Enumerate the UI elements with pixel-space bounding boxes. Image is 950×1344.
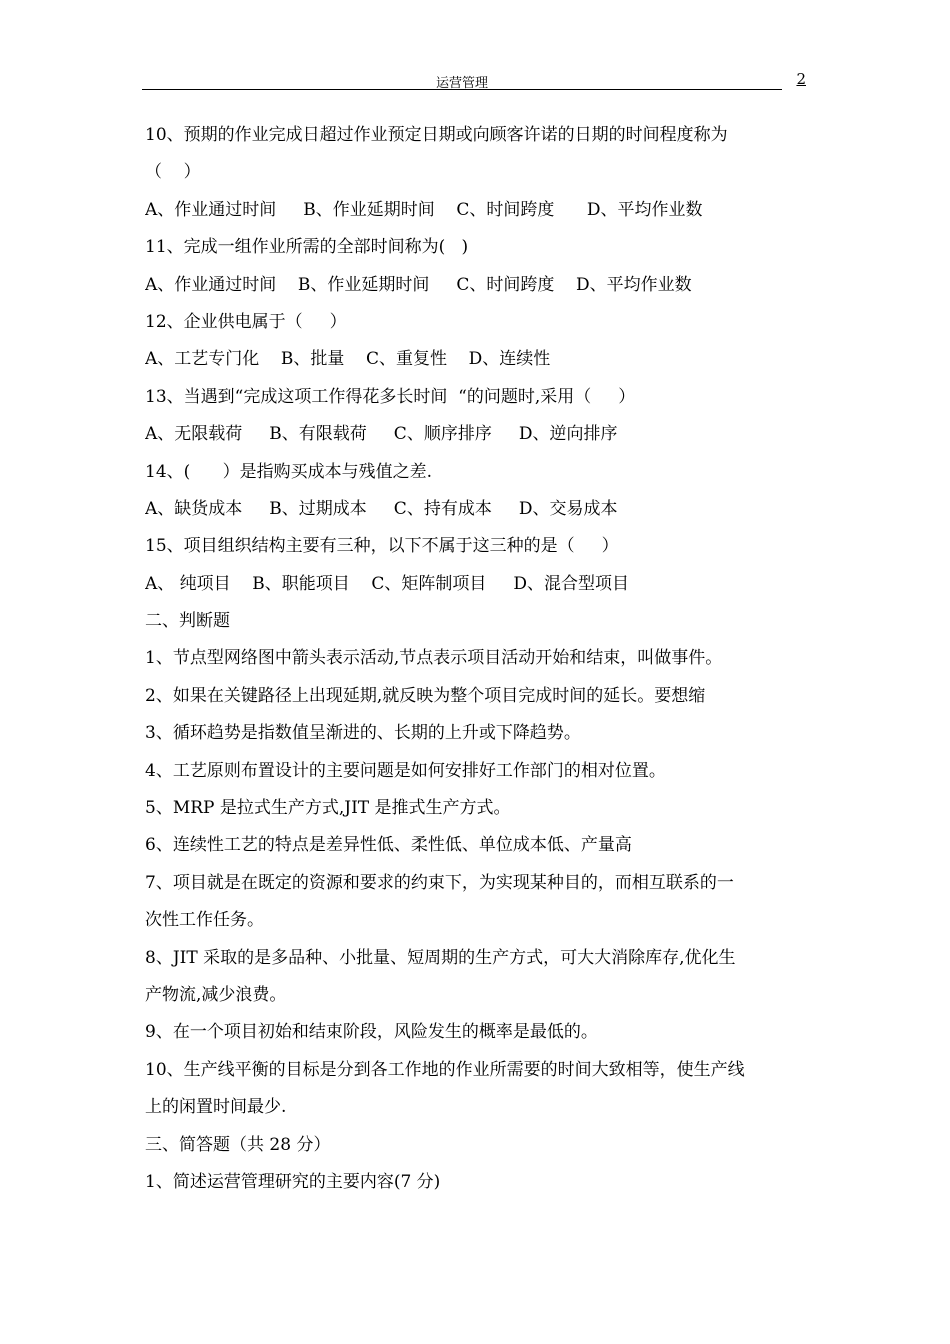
text-line: 11、完成一组作业所需的全部时间称为( ) [145,237,469,258]
document-body [145,117,810,1201]
text-line: 7、项目就是在既定的资源和要求的约束下，为实现某种目的，而相互联系的一 [145,872,734,893]
section-heading: 二、判断题 [145,611,230,632]
page-header [142,70,810,90]
text-line: A、工艺专门化 B、批量 C、重复性 D、连续性 [145,349,551,370]
text-line: 10、生产线平衡的目标是分到各工作地的作业所需要的时间大致相等，使生产线 [145,1059,745,1080]
text-line: A、作业通过时间 B、作业延期时间 C、时间跨度 D、平均作业数 [145,199,703,220]
text-line: 2、如果在关键路径上出现延期,就反映为整个项目完成时间的延长。要想缩 [145,685,706,706]
text-line: 6、连续性工艺的特点是差异性低、柔性低、单位成本低、产量高 [145,835,632,856]
text-line: A、无限载荷 B、有限载荷 C、顺序排序 D、逆向排序 [145,424,618,445]
text-line: 1、节点型网络图中箭头表示活动,节点表示项目活动开始和结束，叫做事件。 [145,648,723,669]
text-line: A、缺货成本 B、过期成本 C、持有成本 D、交易成本 [145,498,618,519]
text-line: 次性工作任务。 [145,910,264,931]
text-line: 产物流,减少浪费。 [145,984,287,1005]
page-number: 2 [796,70,806,88]
text-line: 12、企业供电属于（ ） [145,311,347,332]
section-heading: 三、简答题（共 28 分） [145,1134,331,1155]
header-title: 运营管理 [435,76,488,91]
text-line: 4、工艺原则布置设计的主要问题是如何安排好工作部门的相对位置。 [145,760,666,781]
text-line: 13、当遇到“完成这项工作得花多长时间 “的问题时,采用（ ） [145,386,636,407]
text-line: 10、预期的作业完成日超过作业预定日期或向顾客许诺的日期的时间程度称为 [145,125,728,145]
text-line: 1、简述运营管理研究的主要内容(7 分) [145,1171,441,1192]
text-line: 3、循环趋势是指数值呈渐进的、长期的上升或下降趋势。 [145,723,581,744]
text-line: 14、( ）是指购买成本与残值之差. [145,461,433,482]
text-line: （ ） [145,162,201,183]
text-line: 5、MRP 是拉式生产方式,JIT 是推式生产方式。 [145,798,511,819]
text-line: 上的闲置时间最少. [145,1097,287,1118]
text-line: 8、JIT 采取的是多品种、小批量、短周期的生产方式，可大大消除库存,优化生 [145,947,736,968]
text-line: A、 纯项目 B、职能项目 C、矩阵制项目 D、混合型项目 [145,573,630,594]
text-line: 15、项目组织结构主要有三种，以下不属于这三种的是（ ） [145,536,619,557]
text-line: A、作业通过时间 B、作业延期时间 C、时间跨度 D、平均作业数 [145,274,692,295]
text-line: 9、在一个项目初始和结束阶段，风险发生的概率是最低的。 [145,1022,598,1043]
header-rule [142,89,782,90]
